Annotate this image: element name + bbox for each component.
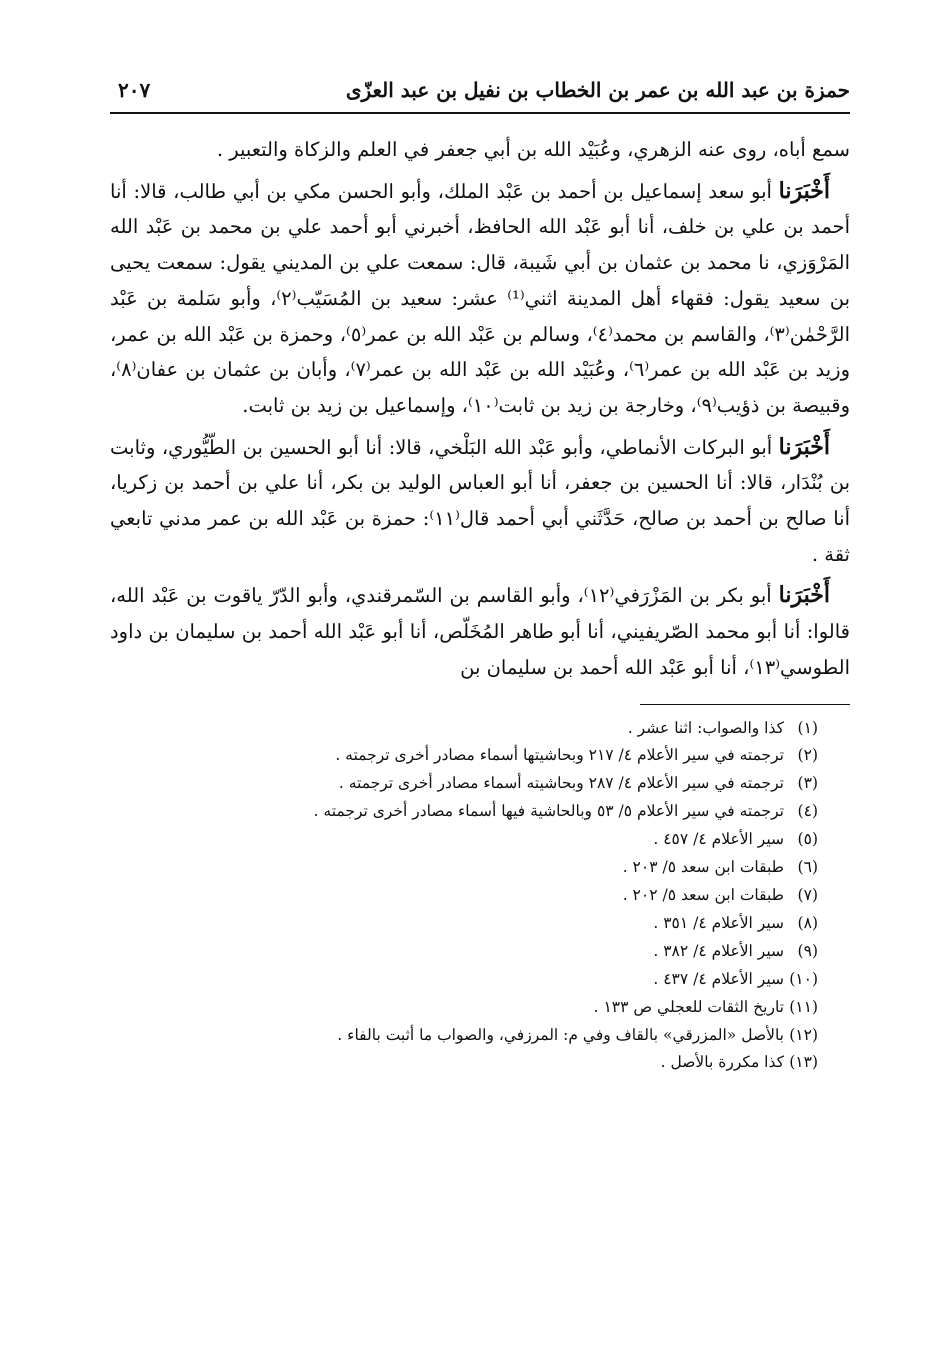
footnote (110, 1022, 850, 1050)
document-page (110, 70, 850, 1077)
footnote-text: سير الأعلام ٤/ ٤٣٧ . (653, 969, 784, 988)
footnote-number: (١) (797, 718, 818, 737)
footnote-number: (٣) (797, 774, 818, 793)
footnote (110, 854, 850, 882)
footnote-text: ترجمته في سير الأعلام ٤/ ٢٨٧ وبحاشيته أسماء مصادر أخرى ترجمته . (338, 774, 784, 793)
footnote (110, 882, 850, 910)
paragraph-lead-word: أَخْبَرَنا (778, 582, 830, 609)
footnote-number: (٥) (797, 830, 818, 849)
footnote (110, 742, 850, 770)
footnote (110, 798, 850, 826)
footnote-text: ترجمته في سير الأعلام ٥/ ٥٣ وبالحاشية فيها أسماء مصادر أخرى ترجمته . (313, 802, 784, 821)
footnote-number: (٤) (797, 802, 818, 821)
footnote-text: كذا والصواب: اثنا عشر . (627, 718, 784, 737)
paragraph-lead-word: أَخْبَرَنا (778, 433, 830, 460)
footnote-text: طبقات ابن سعد ٥/ ٢٠٣ . (622, 858, 784, 877)
header-title: حمزة بن عبد الله بن عمر بن الخطاب بن نفيل بن عبد العزّى (345, 78, 850, 102)
footnote (110, 938, 850, 966)
paragraph-text: سمع أباه، روى عنه الزهري، وعُبَيْد الله بن أبي جعفر في العلم والزكاة والتعبير . (216, 138, 850, 161)
footnote-number: (٦) (797, 858, 818, 877)
footnote-divider (640, 704, 850, 705)
footnote-number: (١٠) (789, 969, 818, 988)
footnote-text: ترجمته في سير الأعلام ٤/ ٢١٧ وبحاشيتها أسماء مصادر أخرى ترجمته . (335, 746, 784, 765)
paragraph-lead-word: أَخْبَرَنا (778, 177, 830, 204)
footnote-text: بالأصل «المزرقي» بالقاف وفي م: المرزفي، والصواب ما أثبت بالفاء . (337, 1025, 784, 1044)
footnote-text: كذا مكررة بالأصل . (660, 1053, 784, 1072)
footnote-text: طبقات ابن سعد ٥/ ٢٠٢ . (622, 885, 784, 904)
footnotes (110, 715, 850, 1078)
footnote-number: (٧) (797, 885, 818, 904)
paragraph-text: أبو بكر بن المَزْرَفي⁽١٢⁾، وأبو القاسم بن السّمرقندي، وأبو الدّرّ ياقوت بن عَبْد الله، قالوا: أنا أبو محمد الصّريفيني، أنا أبو طاهر المُخَلّص، أنا أبو عَبْد الله أحمد بن سليمان بن داود الطوسي⁽١٣⁾، أنا أبو عَبْد الله أحمد بن سليمان بن (110, 584, 850, 679)
footnote (110, 770, 850, 798)
paragraph (110, 132, 850, 168)
footnote-number: (١٢) (789, 1025, 818, 1044)
footnote-number: (١١) (789, 997, 818, 1016)
paragraph (110, 174, 850, 424)
running-header (110, 70, 850, 114)
footnote-number: (١٣) (789, 1053, 818, 1072)
paragraph-text: أبو سعد إسماعيل بن أحمد بن عَبْد الملك، وأبو الحسن مكي بن أبي طالب، قالا: أنا أحمد بن علي بن خلف، أنا أبو عَبْد الله الحافظ، أخبرني أبو أحمد علي بن محمد بن عَبْد الله المَرْوَزي، نا محمد بن عثمان بن أبي شَيبة، قال: سمعت علي بن المديني يقول: سمعت يحيى بن سعيد يقول: فقهاء أهل المدينة اثني⁽¹⁾ عشر: سعيد بن المُسَيّب⁽٢⁾، وأبو سَلمة بن عَبْد الرَّحْمٰن⁽٣⁾، والقاسم بن محمد⁽٤⁾، وسالم بن عَبْد الله بن عمر⁽٥⁾، وحمزة بن عَبْد الله بن عمر، وزيد بن عَبْد الله بن عمر⁽٦⁾، وعُبَيْد الله بن عَبْد الله بن عمر⁽٧⁾، وأبان بن عثمان بن عفان⁽٨⁾، وقبيصة بن ذؤيب⁽٩⁾، وخارجة بن زيد بن ثابت⁽١٠⁾، وإسماعيل بن زيد بن ثابت. (110, 179, 851, 417)
footnote-number: (٨) (797, 913, 818, 932)
footnote-text: تاريخ الثقات للعجلي ص ١٣٣ . (593, 997, 784, 1016)
footnote (110, 715, 850, 743)
page-number: ٢٠٧ (118, 78, 151, 102)
paragraph (110, 430, 850, 573)
footnote (110, 994, 850, 1022)
footnote-number: (٩) (797, 941, 818, 960)
footnote-text: سير الأعلام ٤/ ٣٥١ . (653, 913, 784, 932)
footnote (110, 826, 850, 854)
footnote-text: سير الأعلام ٤/ ٤٥٧ . (653, 830, 784, 849)
footnote-number: (٢) (797, 746, 818, 765)
footnote (110, 910, 850, 938)
footnote-text: سير الأعلام ٤/ ٣٨٢ . (653, 941, 784, 960)
footnote (110, 1049, 850, 1077)
main-text (110, 132, 850, 686)
footnote (110, 966, 850, 994)
paragraph-text: أبو البركات الأنماطي، وأبو عَبْد الله البَلْخي، قالا: أنا أبو الحسين بن الطّيُّوري، وثابت بن بُنْدَار، قالا: أنا الحسين بن جعفر، أنا أبو العباس الوليد بن بكر، أنا علي بن أحمد بن زكريا، أنا صالح بن أحمد بن صالح، حَدَّثَني أبي أحمد قال⁽١١⁾: حمزة بن عَبْد الله بن عمر مدني تابعي ثقة . (110, 435, 850, 566)
paragraph (110, 578, 850, 685)
